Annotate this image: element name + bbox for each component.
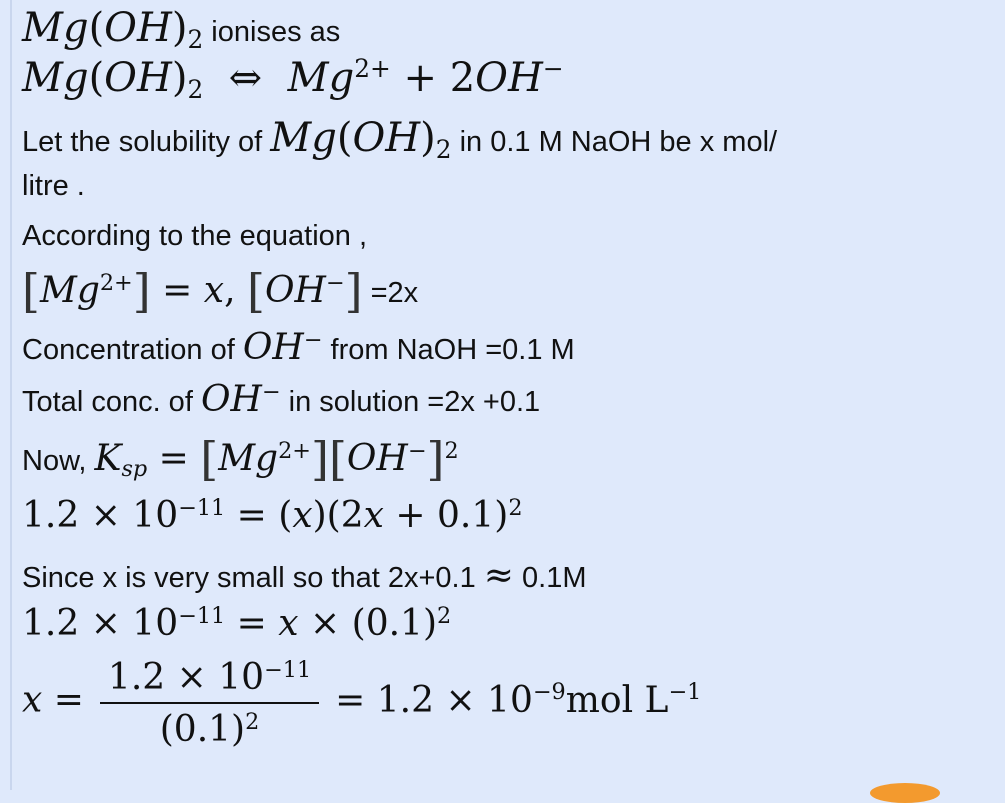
fraction: $\frac{1.2 \times 10^{-11}}{(0.1)^2}$ [100,660,319,748]
equation-ksp: Now, $K_{sp} = [Mg^{2+}][OH^-]^2$ [22,432,459,486]
line-total-conc: Total conc. of OH− in solution =2x +0.1 [22,378,541,420]
line-let-solubility: Let the solubility of $Mg(OH)_2$ in 0.1 M NaOH be x mol/ [22,115,778,164]
line-litre: litre . [22,170,85,202]
equation-result: x = $\frac{1.2 \times 10^{-11}}{(0.1)^2}$ = $1.2 \times 10^{-9}mol$ $L^{-1}$ [22,656,702,750]
equation-concentrations: $[Mg^{2+}] = x$, [OH−] =2x [22,264,419,318]
equation-substitution: $1.2 \times 10^{-11} = (x)(2x + 0.1)^2$ [22,494,523,536]
line-conc-naoh: Concentration of OH− from NaOH =0.1 M [22,326,575,368]
line-according: According to the equation , [22,220,368,252]
decorative-orange-shape [870,783,940,803]
text-ionises: ionises as [203,16,341,48]
line-approximation: Since x is very small so that 2x+0.1 ≈ 0.1M [22,555,587,596]
equation-simplified: $1.2 \times 10^{-11} = x \times (0.1)^2$ [22,602,452,644]
equation-dissociation: $Mg(OH)_2$ ⇔ $Mg^{2+} + 2OH^-$ [22,54,564,104]
line-ionises: $Mg(OH)_2$ ionises as [22,5,341,54]
